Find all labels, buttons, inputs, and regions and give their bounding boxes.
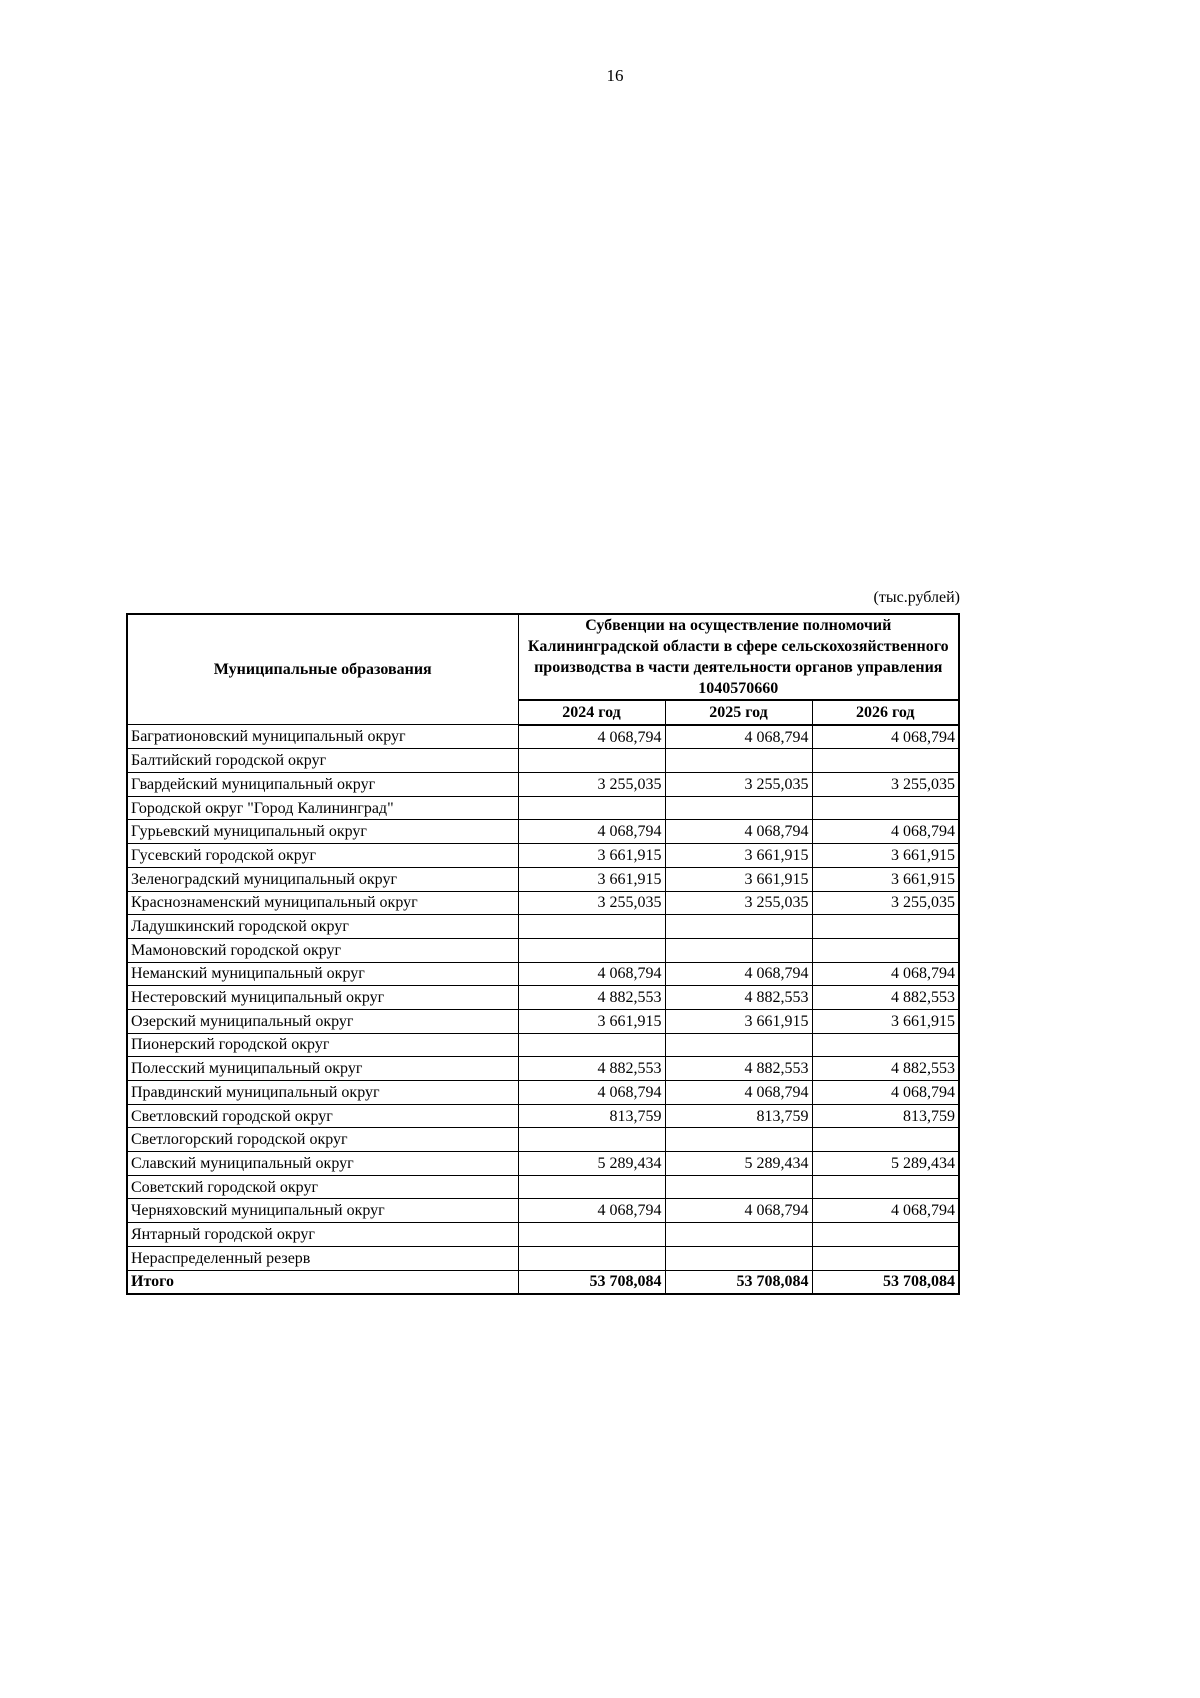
amount-cell [518,915,665,939]
amount-cell: 3 255,035 [665,891,812,915]
amount-cell: 4 882,553 [812,1057,959,1081]
amount-cell [518,796,665,820]
table-row [127,891,959,915]
table-row [127,749,959,773]
amount-cell: 4 882,553 [812,986,959,1010]
amount-cell [518,1246,665,1270]
municipality-name: Гурьевский муниципальный округ [127,820,518,844]
amount-cell: 3 255,035 [812,891,959,915]
amount-cell: 4 068,794 [812,725,959,749]
municipality-name: Мамоновский городской округ [127,938,518,962]
table-row [127,1009,959,1033]
amount-cell [518,938,665,962]
total-row [127,1270,959,1294]
total-value: 53 708,084 [665,1270,812,1294]
table-row [127,1246,959,1270]
table-row [127,1223,959,1247]
table-row [127,1081,959,1105]
amount-cell [812,915,959,939]
amount-cell: 4 068,794 [518,820,665,844]
amount-cell: 4 068,794 [518,962,665,986]
amount-cell: 5 289,434 [812,1152,959,1176]
amount-cell: 4 882,553 [518,986,665,1010]
table-row [127,1175,959,1199]
amount-cell: 3 255,035 [518,891,665,915]
amount-cell [518,1175,665,1199]
amount-cell: 4 068,794 [665,962,812,986]
total-value: 53 708,084 [518,1270,665,1294]
amount-cell [812,1246,959,1270]
amount-cell: 3 661,915 [518,844,665,868]
amount-cell: 3 255,035 [812,773,959,797]
municipality-name: Советский городской округ [127,1175,518,1199]
amount-cell: 4 882,553 [518,1057,665,1081]
amount-cell [812,938,959,962]
amount-cell [812,1175,959,1199]
table-row [127,1128,959,1152]
header-municipalities: Муниципальные образования [127,614,518,725]
table-row [127,867,959,891]
municipality-name: Ладушкинский городской округ [127,915,518,939]
municipality-name: Нераспределенный резерв [127,1246,518,1270]
municipality-name: Янтарный городской округ [127,1223,518,1247]
amount-cell: 3 661,915 [518,1009,665,1033]
amount-cell: 4 882,553 [665,1057,812,1081]
municipality-name: Нестеровский муниципальный округ [127,986,518,1010]
amount-cell [812,1128,959,1152]
amount-cell: 813,759 [518,1104,665,1128]
table-row [127,1104,959,1128]
table-body [127,725,959,1295]
municipality-name: Городской округ "Город Калининград" [127,796,518,820]
header-subventions: Субвенции на осуществление полномочий Калининградской области в сфере сельскохозяйственного производства в части деятельности органов управления 1040570660 [518,614,959,700]
amount-cell: 4 068,794 [665,1081,812,1105]
amount-cell: 4 068,794 [518,1081,665,1105]
amount-cell: 5 289,434 [518,1152,665,1176]
table-row [127,1033,959,1057]
table-row [127,820,959,844]
table-row [127,986,959,1010]
amount-cell [812,1223,959,1247]
amount-cell [665,1033,812,1057]
table-row [127,915,959,939]
page-number: 16 [606,66,624,85]
municipality-name: Балтийский городской округ [127,749,518,773]
total-value: 53 708,084 [812,1270,959,1294]
amount-cell: 3 661,915 [812,844,959,868]
municipality-name: Зеленоградский муниципальный округ [127,867,518,891]
amount-cell: 4 068,794 [665,820,812,844]
table-row [127,1199,959,1223]
table-row [127,1152,959,1176]
amount-cell: 3 661,915 [812,867,959,891]
municipality-name: Краснознаменский муниципальный округ [127,891,518,915]
amount-cell: 4 882,553 [665,986,812,1010]
amount-cell [665,796,812,820]
amount-cell: 4 068,794 [665,1199,812,1223]
municipality-name: Черняховский муниципальный округ [127,1199,518,1223]
amount-cell [518,749,665,773]
amount-cell [665,915,812,939]
total-label: Итого [127,1270,518,1294]
amount-cell: 4 068,794 [518,1199,665,1223]
amount-cell [665,1223,812,1247]
municipality-name: Пионерский городской округ [127,1033,518,1057]
year-header: 2026 год [812,700,959,725]
amount-cell [665,1175,812,1199]
municipality-name: Гусевский городской округ [127,844,518,868]
amount-cell: 3 661,915 [665,867,812,891]
amount-cell: 3 255,035 [518,773,665,797]
table-row [127,725,959,749]
amount-cell: 5 289,434 [665,1152,812,1176]
year-header: 2024 год [518,700,665,725]
amount-cell [812,796,959,820]
amount-cell: 4 068,794 [812,820,959,844]
amount-cell [665,938,812,962]
amount-cell [812,1033,959,1057]
amount-cell [812,749,959,773]
amount-cell [518,1033,665,1057]
year-header: 2025 год [665,700,812,725]
subvention-table [126,613,960,1295]
table-row [127,962,959,986]
municipality-name: Неманский муниципальный округ [127,962,518,986]
amount-cell: 4 068,794 [665,725,812,749]
amount-cell: 813,759 [812,1104,959,1128]
amount-cell: 4 068,794 [812,1081,959,1105]
amount-cell [665,1128,812,1152]
amount-cell [518,1223,665,1247]
amount-cell [518,1128,665,1152]
amount-cell: 3 255,035 [665,773,812,797]
municipality-name: Правдинский муниципальный округ [127,1081,518,1105]
amount-cell: 4 068,794 [812,1199,959,1223]
amount-cell: 3 661,915 [518,867,665,891]
amount-cell [665,1246,812,1270]
amount-cell: 3 661,915 [812,1009,959,1033]
table-row [127,1057,959,1081]
municipality-name: Светлогорский городской округ [127,1128,518,1152]
amount-cell [665,749,812,773]
municipality-name: Багратионовский муниципальный округ [127,725,518,749]
table-row [127,773,959,797]
municipality-name: Полесский муниципальный округ [127,1057,518,1081]
municipality-name: Озерский муниципальный округ [127,1009,518,1033]
table-row [127,938,959,962]
municipality-name: Гвардейский муниципальный округ [127,773,518,797]
table-row [127,796,959,820]
amount-cell: 4 068,794 [812,962,959,986]
amount-cell: 813,759 [665,1104,812,1128]
amount-cell: 4 068,794 [518,725,665,749]
amount-cell: 3 661,915 [665,844,812,868]
amount-cell: 3 661,915 [665,1009,812,1033]
table-row [127,844,959,868]
municipality-name: Светловский городской округ [127,1104,518,1128]
units-label: (тыс.рублей) [873,589,960,606]
municipality-name: Славский муниципальный округ [127,1152,518,1176]
